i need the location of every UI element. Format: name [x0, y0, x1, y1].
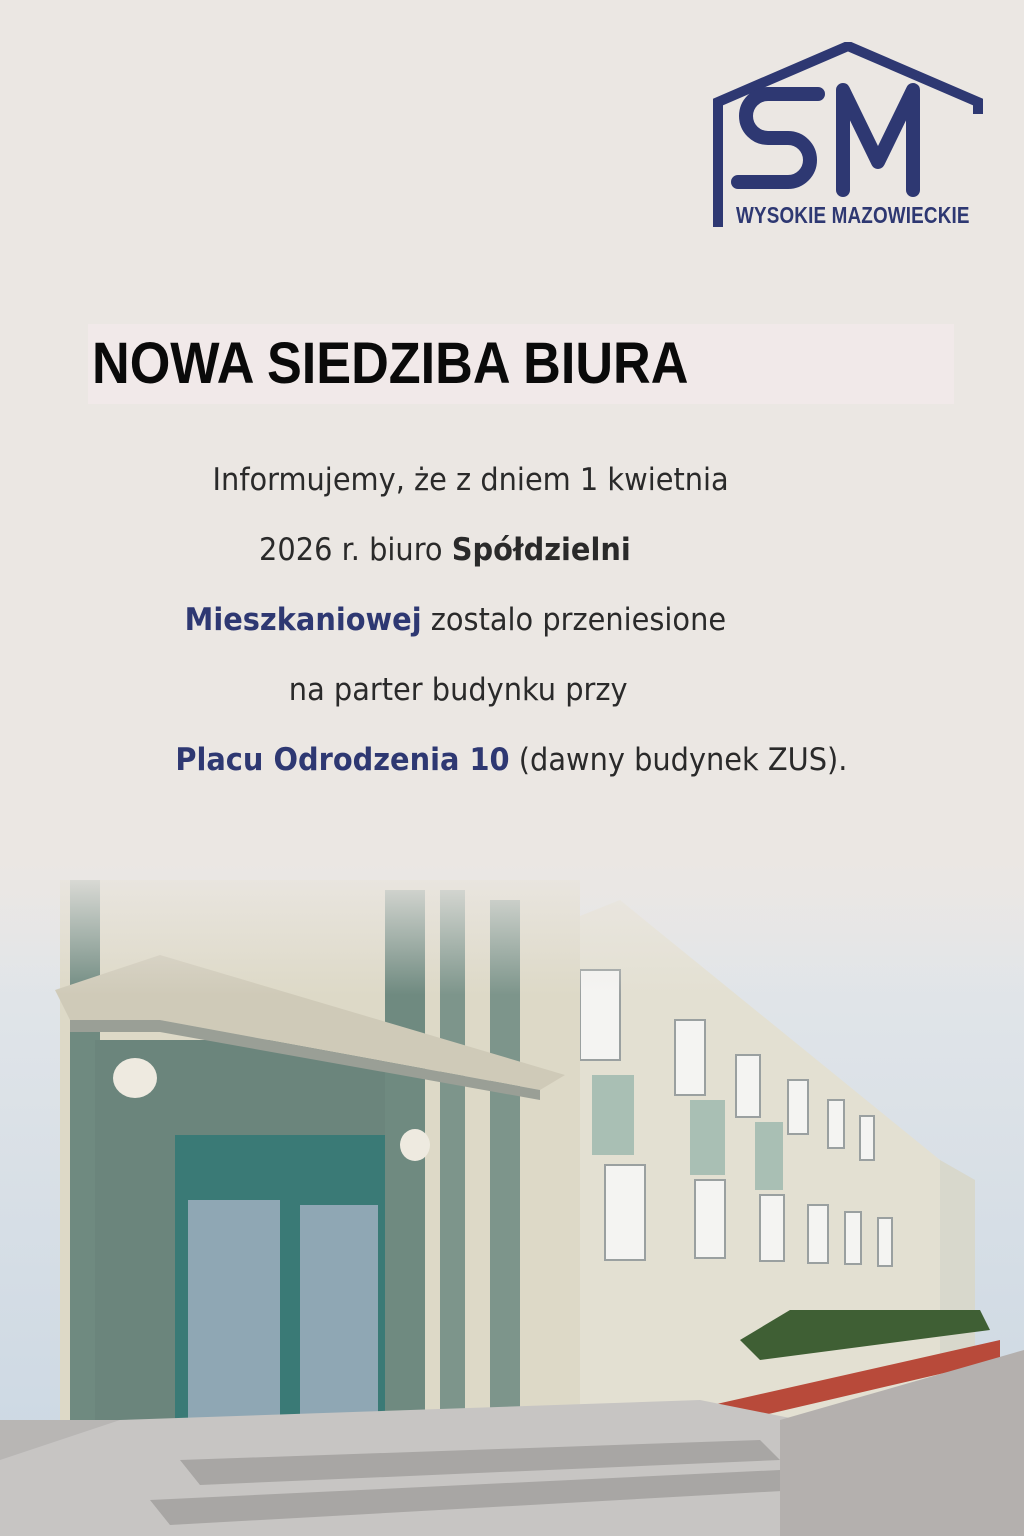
line5-highlight: Placu Odrodzenia 10 [175, 742, 510, 778]
announcement-line-3 [185, 602, 726, 638]
announcement-line-1: Informujemy, że z dniem 1 kwietnia [212, 462, 729, 498]
announcement-line-4: na parter budynku przy [288, 672, 628, 708]
announcement-line-5 [175, 742, 847, 778]
line2-regular: 2026 r. biuro [259, 532, 443, 568]
page-title: NOWA SIEDZIBA BIURA [92, 331, 689, 396]
announcement-line-2 [259, 532, 631, 568]
line5-regular: (dawny budynek ZUS). [518, 742, 848, 778]
logo-org-name: WYSOKIE MAZOWIECKIE [736, 202, 970, 228]
line3-highlight: Mieszkaniowej [184, 602, 422, 638]
line2-bold: Spółdzielni [451, 532, 631, 568]
building-photo [0, 860, 1024, 1536]
line3-regular: zostalo przeniesione [430, 602, 727, 638]
